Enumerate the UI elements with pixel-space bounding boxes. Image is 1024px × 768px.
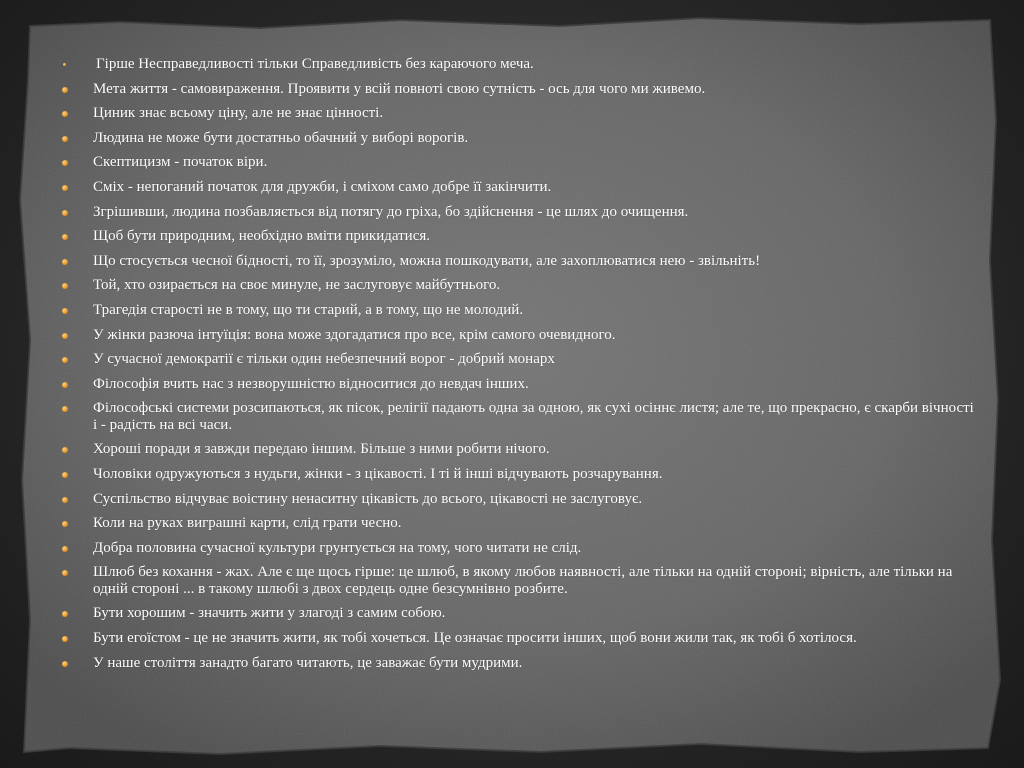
bullet-icon xyxy=(62,210,68,216)
slide-content xyxy=(60,56,980,746)
bullet-icon xyxy=(62,382,68,388)
bullet-icon xyxy=(62,497,68,503)
quote-text: Бути хорошим - значить жити у злагоді з самим собою. xyxy=(93,605,446,622)
list-item xyxy=(60,491,980,508)
quote-text: Добра половина сучасної культури грунтується на тому, чого читати не слід. xyxy=(93,539,582,556)
list-item xyxy=(60,302,980,319)
bullet-icon xyxy=(62,611,68,617)
bullet-icon xyxy=(62,259,68,265)
quote-text: Той, хто озирається на своє минуле, не заслуговує майбутнього. xyxy=(93,277,501,294)
list-item xyxy=(60,515,980,532)
list-item xyxy=(60,441,980,458)
bullet-icon xyxy=(62,308,68,314)
bullet-icon xyxy=(62,283,68,289)
list-item xyxy=(60,130,980,147)
bullet-icon xyxy=(62,136,68,142)
list-item xyxy=(60,351,980,368)
quote-text: Коли на руках виграшні карти, слід грати чесно. xyxy=(93,515,402,532)
quote-text: Хороші поради я завжди передаю іншим. Більше з ними робити нічого. xyxy=(93,441,550,458)
bullet-icon xyxy=(62,357,68,363)
list-item xyxy=(60,105,980,122)
list-item xyxy=(60,56,980,73)
bullet-icon xyxy=(62,111,68,117)
quote-text: Щоб бути природним, необхідно вміти прикидатися. xyxy=(93,228,431,245)
quote-text: Філософія вчить нас з незворушністю відноситися до невдач інших. xyxy=(93,375,529,392)
list-item xyxy=(60,605,980,622)
quote-text: Скептицизм - початок віри. xyxy=(93,154,268,171)
bullet-icon xyxy=(63,63,66,66)
bullet-icon xyxy=(62,521,68,527)
bullet-icon xyxy=(62,333,68,339)
quote-text: Трагедія старості не в тому, що ти старий, а в тому, що не молодий. xyxy=(93,301,524,318)
bullet-icon xyxy=(62,447,68,453)
quote-text: Циник знає всьому ціну, але не знає цінності. xyxy=(93,105,384,122)
list-item xyxy=(60,179,980,196)
list-item xyxy=(60,253,980,270)
bullet-icon xyxy=(62,546,68,552)
quote-text: Філософські системи розсипаються, як пісок, релігії падають одна за одною, як сухі осіннє листя; але те, що прекрасно, є скарби вічності і - радість на всі часи. xyxy=(93,400,974,433)
quote-text: У сучасної демократії є тільки один небезпечний ворог - добрий монарх xyxy=(93,351,555,368)
list-item xyxy=(60,466,980,483)
bullet-icon xyxy=(62,185,68,191)
bullet-icon xyxy=(62,87,68,93)
bullet-icon xyxy=(62,160,68,166)
list-item xyxy=(60,81,980,98)
list-item xyxy=(60,277,980,294)
quote-text: Чоловіки одружуються з нудьги, жінки - з цікавості. І ті й інші відчувають розчарування. xyxy=(93,466,663,482)
bullet-icon xyxy=(62,661,68,667)
list-item xyxy=(60,204,980,221)
quote-text: Бути егоїстом - це не значить жити, як тобі хочеться. Це означає просити інших, щоб вони жили так, як тобі б хотілося. xyxy=(93,630,857,647)
quote-list xyxy=(60,56,980,671)
list-item xyxy=(60,400,980,433)
quote-text: Гірше Несправедливості тільки Справедливість без караючого меча. xyxy=(96,56,534,72)
list-item xyxy=(60,154,980,171)
quote-text: У наше століття занадто багато читають, це заважає бути мудрими. xyxy=(93,654,523,671)
quote-text: Шлюб без кохання - жах. Але є ще щось гірше: це шлюб, в якому любов наявності, але тільки на одній стороні; вірність, але тільки на одній стороні ... в такому шлюбі з двох сердець одне безсумнівно розбите. xyxy=(93,564,953,597)
quote-text: Суспільство відчуває воістину ненаситну цікавість до всього, цікавості не заслуговує. xyxy=(93,490,643,507)
quote-text: Що стосується чесної бідності, то її, зрозуміло, можна пошкодувати, але захоплюватися нею - звільніть! xyxy=(93,252,761,269)
list-item xyxy=(60,540,980,557)
bullet-icon xyxy=(62,234,68,240)
quote-text: Сміх - непоганий початок для дружби, і сміхом само добре її закінчити. xyxy=(93,178,552,195)
quote-text: Згрішивши, людина позбавляється від потягу до гріха, бо здійснення - це шлях до очищення. xyxy=(93,203,689,220)
bullet-icon xyxy=(62,636,68,642)
quote-text: Людина не може бути достатньо обачний у виборі ворогів. xyxy=(93,129,469,146)
quote-text: Мета життя - самовираження. Проявити у всій повноті свою сутність - ось для чого ми живемо. xyxy=(93,80,706,97)
list-item xyxy=(60,630,980,647)
list-item xyxy=(60,655,980,672)
list-item xyxy=(60,228,980,245)
list-item xyxy=(60,376,980,393)
list-item xyxy=(60,327,980,344)
quote-text: У жінки разюча інтуїція: вона може здогадатися про все, крім самого очевидного. xyxy=(93,326,616,343)
bullet-icon xyxy=(62,472,68,478)
list-item xyxy=(60,564,980,597)
bullet-icon xyxy=(62,570,68,576)
bullet-icon xyxy=(62,406,68,412)
